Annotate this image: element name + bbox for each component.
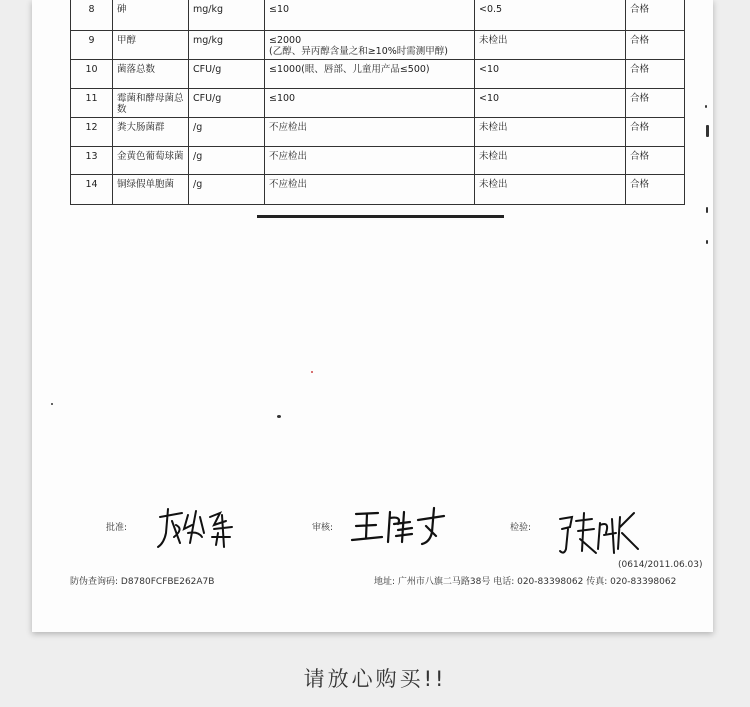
row-number: 11 [71,88,113,117]
table-row [71,117,685,146]
test-item: 铜绿假单胞菌 [113,174,189,204]
scan-speck [311,371,313,373]
table-row [71,0,685,30]
standard: 不应检出 [265,117,475,146]
footer-slogan: 请放心购买!! [303,667,447,691]
test-item: 霉菌和酵母菌总数 [113,88,189,117]
unit: mg/kg [189,30,265,59]
result: <10 [475,88,626,117]
address-line: 地址: 广州市八旗二马路38号 电话: 020-83398062 传真: 020-83398062 [374,577,677,587]
verdict: 合格 [626,0,685,30]
unit: CFU/g [189,88,265,117]
standard-note: (乙醇、异丙醇含量之和≥10%时需测甲醇) [269,45,448,57]
verdict: 合格 [626,59,685,88]
row-number: 13 [71,146,113,174]
unit: CFU/g [189,59,265,88]
standard: 不应检出 [265,174,475,204]
test-item: 砷 [113,0,189,30]
scan-speck [706,207,708,213]
report-paper [32,0,713,632]
review-signature [350,506,448,546]
scan-speck [51,403,53,405]
scan-speck [277,415,281,418]
table-row [71,88,685,117]
test-results-table [70,0,685,205]
result: <10 [475,59,626,88]
result: <0.5 [475,0,626,30]
result: 未检出 [475,146,626,174]
unit: mg/kg [189,0,265,30]
standard-value: ≤2000 [269,34,302,46]
verdict: 合格 [626,88,685,117]
anti-fake-code: 防伪查询码: D8780FCFBE262A7B [70,577,215,587]
unit: /g [189,117,265,146]
inspect-label: 检验: [510,523,532,533]
result: 未检出 [475,117,626,146]
verdict: 合格 [626,146,685,174]
approve-label: 批准: [106,523,128,533]
standard: 不应检出 [265,146,475,174]
end-of-table-line [257,215,504,218]
row-number: 12 [71,117,113,146]
scan-speck [706,240,708,244]
verdict: 合格 [626,30,685,59]
unit: /g [189,146,265,174]
approve-signature [154,503,239,549]
table-row [71,174,685,204]
standard: ≤100 [265,88,475,117]
result: 未检出 [475,30,626,59]
verdict: 合格 [626,174,685,204]
unit: /g [189,174,265,204]
scan-speck [705,105,707,108]
verdict: 合格 [626,117,685,146]
document-code: (0614/2011.06.03) [618,560,703,570]
standard: ≤1000(眼、唇部、儿童用产品≤500) [265,59,475,88]
table-row [71,146,685,174]
table-row [71,30,685,59]
row-number: 14 [71,174,113,204]
row-number: 8 [71,0,113,30]
review-label: 审核: [312,523,334,533]
test-item: 甲醇 [113,30,189,59]
result: 未检出 [475,174,626,204]
inspect-signature [556,509,642,557]
table-row [71,59,685,88]
row-number: 9 [71,30,113,59]
row-number: 10 [71,59,113,88]
standard [265,30,475,59]
test-item: 金黄色葡萄球菌 [113,146,189,174]
standard: ≤10 [265,0,475,30]
test-item: 粪大肠菌群 [113,117,189,146]
scan-speck [706,125,709,137]
test-item: 菌落总数 [113,59,189,88]
